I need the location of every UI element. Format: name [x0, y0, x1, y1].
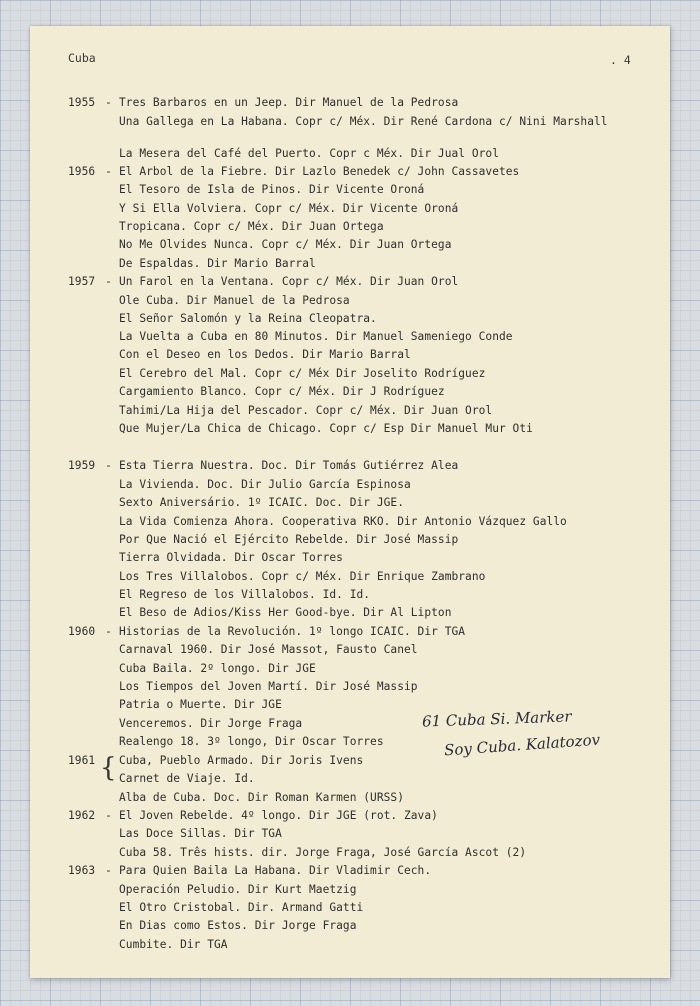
film-entry	[68, 938, 228, 952]
entry-title: Ole Cuba. Dir Manuel de la Pedrosa	[119, 294, 350, 307]
film-entry	[68, 478, 411, 492]
entry-title: No Me Olvides Nunca. Copr c/ Méx. Dir Juan Ortega	[119, 238, 452, 251]
entry-title: La Vivienda. Doc. Dir Julio García Espinosa	[119, 478, 411, 491]
entry-title: El Regreso de los Villalobos. Id. Id.	[119, 588, 371, 601]
film-entry	[68, 606, 452, 620]
entry-title: Una Gallega en La Habana. Copr c/ Méx. Dir René Cardona c/ Nini Marshall	[119, 115, 608, 128]
entry-title: Por Que Nació el Ejército Rebelde. Dir José Massip	[119, 533, 459, 546]
film-entry	[68, 367, 485, 381]
entry-title: Cargamiento Blanco. Copr c/ Méx. Dir J Rodríguez	[119, 385, 445, 398]
film-entry	[68, 680, 418, 694]
film-entry	[68, 588, 370, 602]
entry-title: La Vida Comienza Ahora. Cooperativa RKO. Dir Antonio Vázquez Gallo	[119, 515, 567, 528]
entry-title: La Mesera del Café del Puerto. Copr c Méx. Dir Jual Orol	[119, 147, 499, 160]
film-entry	[68, 96, 458, 110]
entry-title: Tres Barbaros en un Jeep. Dir Manuel de la Pedrosa	[119, 96, 459, 109]
entry-title: Cumbite. Dir TGA	[119, 938, 228, 951]
entry-dash: -	[105, 809, 112, 822]
film-entry	[68, 846, 526, 860]
entry-title: Tahimi/La Hija del Pescador. Copr c/ Méx. Dir Juan Orol	[119, 404, 493, 417]
film-entry	[68, 883, 357, 897]
film-entry	[68, 625, 465, 639]
handwritten-brace: {	[100, 753, 117, 783]
entry-title: El Joven Rebelde. 4º longo. Dir JGE (rot. Zava)	[119, 809, 438, 822]
film-entry	[68, 643, 418, 657]
film-entry	[68, 533, 458, 547]
film-entry	[68, 551, 343, 565]
entry-year: 1961	[68, 754, 96, 767]
entry-title: El Beso de Adios/Kiss Her Good-bye. Dir Al Lipton	[119, 606, 452, 619]
entry-dash: -	[105, 459, 112, 472]
film-entry	[68, 238, 452, 252]
entry-year: 1955	[68, 96, 96, 109]
film-entry	[68, 348, 411, 362]
handwritten-note-2: Soy Cuba. Kalatozov	[443, 730, 601, 760]
entry-title: El Tesoro de Isla de Pinos. Dir Vicente Oroná	[119, 183, 425, 196]
entry-dash: -	[105, 165, 112, 178]
entry-year: 1957	[68, 275, 96, 288]
entry-dash: -	[105, 275, 112, 288]
film-entry	[68, 220, 384, 234]
entry-title: De Espaldas. Dir Mario Barral	[119, 257, 316, 270]
entry-title: Con el Deseo en los Dedos. Dir Mario Barral	[119, 348, 411, 361]
film-entry	[68, 827, 282, 841]
entry-title: Operación Peludio. Dir Kurt Maetzig	[119, 883, 357, 896]
entry-dash: -	[105, 96, 112, 109]
film-entry	[68, 698, 282, 712]
entry-title: Que Mujer/La Chica de Chicago. Copr c/ Esp Dir Manuel Mur Oti	[119, 422, 533, 435]
film-entry	[68, 294, 350, 308]
film-entry	[68, 312, 377, 326]
film-entry	[68, 717, 302, 731]
handwritten-note-1: 61 Cuba Si. Marker	[421, 707, 572, 731]
entry-title: El Otro Cristobal. Dir. Armand Gatti	[119, 901, 364, 914]
entry-title: Esta Tierra Nuestra. Doc. Dir Tomás Gutiérrez Alea	[119, 459, 459, 472]
entry-title: En Dias como Estos. Dir Jorge Fraga	[119, 919, 357, 932]
entry-title: Carnet de Viaje. Id.	[119, 772, 255, 785]
entry-dash: -	[105, 864, 112, 877]
entry-title: Realengo 18. 3º longo, Dir Oscar Torres	[119, 735, 384, 748]
film-entry	[68, 459, 458, 473]
entry-title: Cuba, Pueblo Armado. Dir Joris Ivens	[119, 754, 364, 767]
film-entry	[68, 257, 316, 271]
entry-title: Y Si Ella Volviera. Copr c/ Méx. Dir Vicente Oroná	[119, 202, 459, 215]
entry-title: Carnaval 1960. Dir José Massot, Fausto Canel	[119, 643, 418, 656]
film-entry	[68, 735, 384, 749]
entry-title: Sexto Aniversário. 1º ICAIC. Doc. Dir JGE.	[119, 496, 404, 509]
entry-title: Las Doce Sillas. Dir TGA	[119, 827, 282, 840]
entry-title: Los Tiempos del Joven Martí. Dir José Massip	[119, 680, 418, 693]
entry-title: El Cerebro del Mal. Copr c/ Méx Dir Joselito Rodríguez	[119, 367, 486, 380]
document-page	[30, 26, 670, 978]
film-entry	[68, 515, 567, 529]
page-number: . 4	[610, 53, 631, 67]
entry-title: Cuba 58. Três hists. dir. Jorge Fraga, José García Ascot (2)	[119, 846, 527, 859]
film-entry	[68, 183, 424, 197]
film-entry	[68, 864, 431, 878]
entry-year: 1959	[68, 459, 96, 472]
film-entry	[68, 330, 513, 344]
film-entry	[68, 404, 492, 418]
film-entry	[68, 115, 608, 129]
entry-year: 1956	[68, 165, 96, 178]
film-entry	[68, 422, 533, 436]
entry-title: El Señor Salomón y la Reina Cleopatra.	[119, 312, 377, 325]
film-entry	[68, 147, 499, 161]
entry-title: Tierra Olvidada. Dir Oscar Torres	[119, 551, 343, 564]
film-entry	[68, 772, 255, 786]
entry-title: Alba de Cuba. Doc. Dir Roman Karmen (URSS)	[119, 791, 404, 804]
entry-year: 1963	[68, 864, 96, 877]
film-entry	[68, 385, 445, 399]
entry-title: Tropicana. Copr c/ Méx. Dir Juan Ortega	[119, 220, 384, 233]
film-entry	[68, 791, 404, 805]
entry-title: El Arbol de la Fiebre. Dir Lazlo Benedek c/ John Cassavetes	[119, 165, 520, 178]
entry-title: La Vuelta a Cuba en 80 Minutos. Dir Manuel Sameniego Conde	[119, 330, 513, 343]
film-entry	[68, 496, 404, 510]
film-entry	[68, 901, 363, 915]
page-header-country: Cuba	[68, 51, 96, 65]
film-entry	[68, 809, 438, 823]
entry-title: Historias de la Revolución. 1º longo ICAIC. Dir TGA	[119, 625, 466, 638]
entry-title: Venceremos. Dir Jorge Fraga	[119, 717, 303, 730]
film-entry	[68, 202, 458, 216]
entry-year: 1962	[68, 809, 96, 822]
entry-title: Cuba Baila. 2º longo. Dir JGE	[119, 662, 316, 675]
film-entry	[68, 662, 316, 676]
entry-title: Los Tres Villalobos. Copr c/ Méx. Dir Enrique Zambrano	[119, 570, 486, 583]
entry-dash: -	[105, 625, 112, 638]
entry-year: 1960	[68, 625, 96, 638]
film-entry	[68, 275, 458, 289]
film-entry	[68, 165, 519, 179]
film-entry	[68, 570, 485, 584]
film-entry	[68, 919, 357, 933]
entry-title: Patria o Muerte. Dir JGE	[119, 698, 282, 711]
entry-title: Para Quien Baila La Habana. Dir Vladimir Cech.	[119, 864, 432, 877]
entry-title: Un Farol en la Ventana. Copr c/ Méx. Dir Juan Orol	[119, 275, 459, 288]
